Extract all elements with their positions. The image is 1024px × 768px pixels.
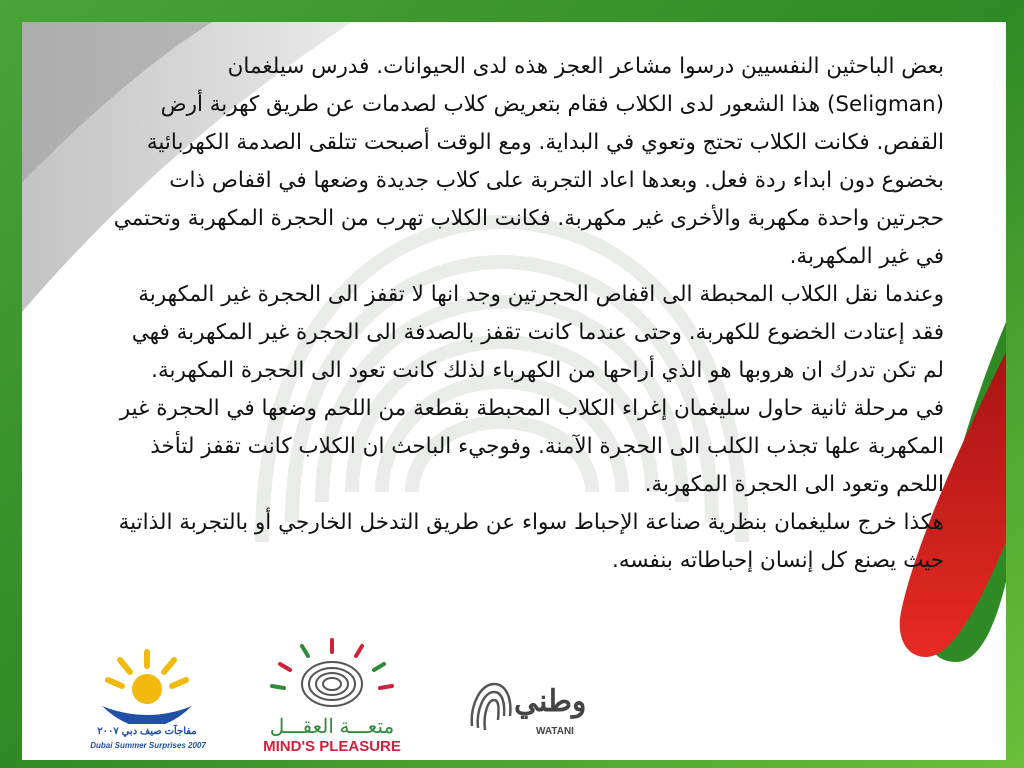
- minds-pleasure-english-label: MIND'S PLEASURE: [263, 738, 401, 755]
- dss-arabic-label: مفاجآت صيف دبي ٢٠٠٧: [97, 726, 197, 737]
- fingerprint-rays-icon: [232, 634, 432, 714]
- minds-pleasure-logo: [232, 634, 432, 760]
- paragraph-1: بعض الباحثين النفسيين درسوا مشاعر العجز هذه لدى الحيوانات. فدرس سيلغمان (Seligman) هذا الشعور لدى الكلاب فقام بتعريض كلاب لصدمات عن طريق كهربة أرض القفص. فكانت الكلاب تحتج وتعوي في البداية. ومع الوقت أصبحت تتلقى الصدمة الكهربائية بخضوع دون ابداء ردة فعل. وبعدها اعاد التجربة على كلاب جديدة وضعها في اقفاص ذات حجرتين واحدة مكهربة والأخرى غير مكهربة. فكانت الكلاب تهرب من الحجرة المكهربة وتحتمي في غير المكهربة.: [113, 54, 944, 269]
- watani-logo: [462, 674, 602, 754]
- watani-english-label: WATANI: [536, 726, 574, 737]
- dss-sun-icon: [82, 644, 212, 724]
- paragraph-2: وعندما نقل الكلاب المحبطة الى اقفاص الحجرتين وجد انها لا تقفز الى الحجرة غير المكهربة فقد إعتادت الخضوع للكهربة. وحتى عندما كانت تقفز بالصدفة الى الحجرة غير المكهربة فهي لم تكن تدرك ان هروبها هو الذي أراحها من الكهرباء لذلك كانت تعود الى الحجرة المكهربة.: [131, 282, 944, 383]
- watani-fingerprint-icon: [466, 676, 516, 736]
- paragraph-3: في مرحلة ثانية حاول سليغمان إغراء الكلاب المحبطة بقطعة من اللحم وضعها في الحجرة غير المكهربة علها تجذب الكلب الى الحجرة الآمنة. وفوجيء الباحث ان الكلاب كانت تقفز لتأخذ اللحم وتعود الى الحجرة المكهربة.: [119, 396, 944, 497]
- slide-card: [22, 22, 1006, 760]
- paragraph-4: هكذا خرج سليغمان بنظرية صناعة الإحباط سواء عن طريق التدخل الخارجي أو بالتجربة الذاتية حيث يصنع كل إنسان إحباطاته بنفسه.: [118, 510, 944, 573]
- footer-logos: [22, 634, 1006, 760]
- body-text: [108, 48, 944, 580]
- minds-pleasure-arabic-label: متعـــة العقـــل: [269, 716, 395, 738]
- watani-arabic-label: وطني: [514, 685, 587, 718]
- dss-logo: [82, 644, 212, 754]
- dss-english-label: Dubai Summer Surprises 2007: [90, 741, 206, 750]
